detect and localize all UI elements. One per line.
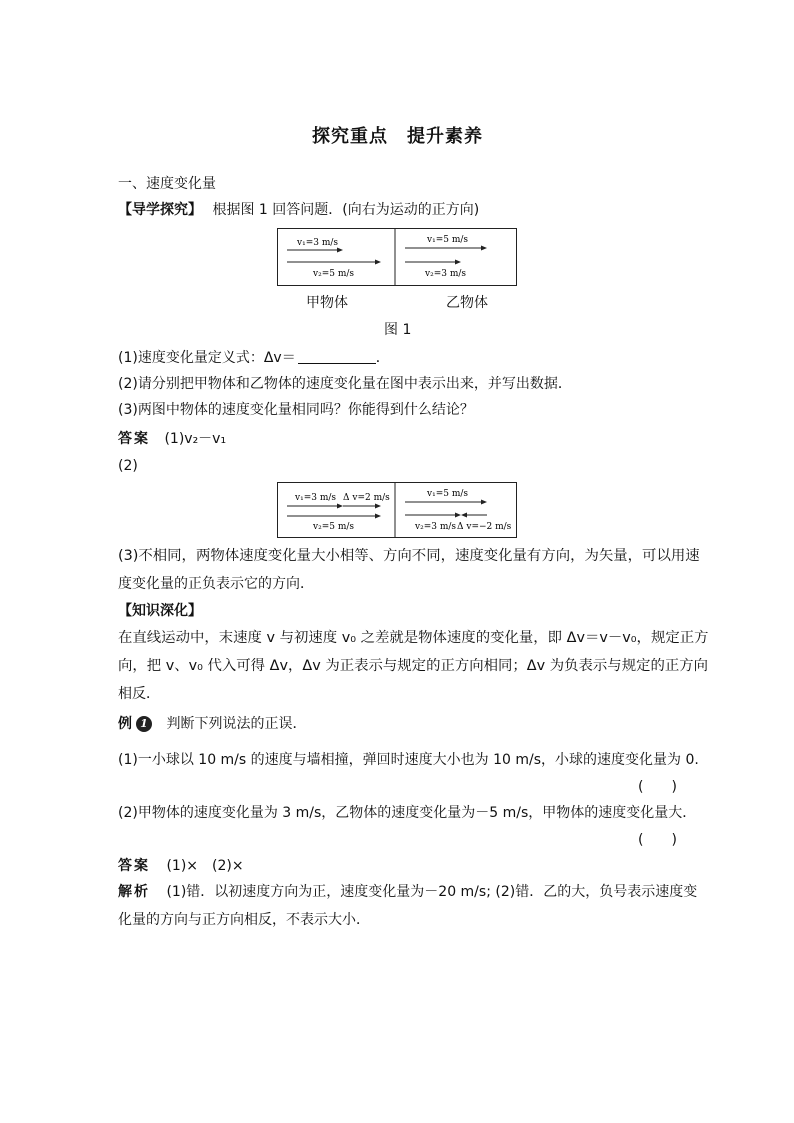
answer-3-line-1: (3)不相同，两物体速度变化量大小相等、方向不同，速度变化量有方向，为矢量，可以用速 [118,548,700,564]
statement-2-blank[interactable]: ( ) [638,832,677,848]
example-answer-label: 答案 [118,858,150,874]
analysis-line-2: 化量的方向与正方向相反，不表示大小． [118,912,370,928]
fig1-right-v2: v₂=3 m/s [425,269,467,279]
fig2-right-v2: v₂=3 m/s [415,522,457,532]
fig1-right-v2-arrowhead [455,260,461,265]
example-answer [118,856,244,876]
example-label: 例 [118,716,132,732]
example-prompt: 判断下列说法的正误． [166,716,307,732]
knowledge-line-2: 向，把 v、v₀ 代入可得 Δv，Δv 为正表示与规定的正方向相同；Δv 为负表示与规定的正方向 [118,658,709,674]
knowledge-line-1: 在直线运动中，末速度 v 与初速度 v₀ 之差就是物体速度的变化量，即 Δv＝v－v₀，规定正方 [118,630,709,646]
example-number: 1 [136,716,152,732]
answer-label: 答案 [118,431,150,447]
fig1-left-v1-arrowhead [337,248,343,253]
fig2-right-dv: Δ v=−2 m/s [457,522,512,532]
knowledge-line-3: 相反． [118,686,160,702]
fig1-left-v1: v₁=3 m/s [297,238,339,248]
fig1-right-caption: 乙物体 [446,295,488,311]
answer-1: (1)v₂－v₁ [164,431,227,447]
fig2-left-v1: v₁=3 m/s [295,493,337,503]
fig2-left-v2: v₂=5 m/s [313,522,355,532]
fig2-left-dv: Δ v=2 m/s [343,493,390,503]
page-title: 探究重点 提升素养 [312,126,483,147]
fig1-left-v2-arrowhead [375,260,381,265]
fig2-left-dv-arrowhead [375,504,381,509]
fig1-left-caption: 甲物体 [306,295,348,311]
statement-2: (2)甲物体的速度变化量为 3 m/s，乙物体的速度变化量为－5 m/s，甲物体的速度变化量大． [118,805,697,821]
question-1 [118,348,390,368]
example-header [118,714,306,734]
question-1-text: (1)速度变化量定义式：Δv＝ [118,350,296,366]
answer-line-1 [118,429,226,449]
fig2-right-v1-arrowhead [481,500,487,505]
question-2: (2)请分别把甲物体和乙物体的速度变化量在图中表示出来，并写出数据． [118,376,572,392]
guide-label: 【导学探究】 [118,202,202,218]
question-3: (3)两图中物体的速度变化量相同吗？你能得到什么结论？ [118,402,474,418]
example-badge [118,714,152,734]
answer-blank [298,349,376,364]
question-1-suffix: ． [375,350,390,366]
fig1-right-v1: v₁=5 m/s [427,235,469,245]
example-answer-text: (1)× (2)× [166,858,244,874]
section-heading: 一、速度变化量 [118,176,216,192]
guide-line [118,200,479,220]
answer-3-line-2: 度变化量的正负表示它的方向． [118,576,314,592]
figure-1-diagram [277,228,517,286]
analysis-line-1 [118,882,697,902]
fig1-right-v1-arrowhead [481,246,487,251]
figure-2-diagram [277,482,517,538]
analysis-text-1: (1)错．以初速度方向为正，速度变化量为－20 m/s; (2)错．乙的大，负号表示速度变 [166,884,698,900]
knowledge-label: 【知识深化】 [118,603,202,619]
figure-1-label: 图 1 [384,322,412,338]
fig2-right-v1: v₁=5 m/s [427,489,469,499]
fig2-right-v2-arrowhead [455,513,461,518]
fig2-left-v1-arrowhead [337,504,343,509]
answer-2-label: (2) [118,458,138,474]
fig2-left-v2-arrowhead [375,514,381,519]
statement-1: (1)一小球以 10 m/s 的速度与墙相撞，弹回时速度大小也为 10 m/s，小球的速度变化量为 0. [118,752,699,768]
statement-1-blank[interactable]: ( ) [638,779,677,795]
fig2-right-dv-arrowhead [461,513,467,518]
guide-text: 根据图 1 回答问题．(向右为运动的正方向) [212,202,480,218]
analysis-label: 解析 [118,884,150,900]
fig1-left-v2: v₂=5 m/s [313,269,355,279]
